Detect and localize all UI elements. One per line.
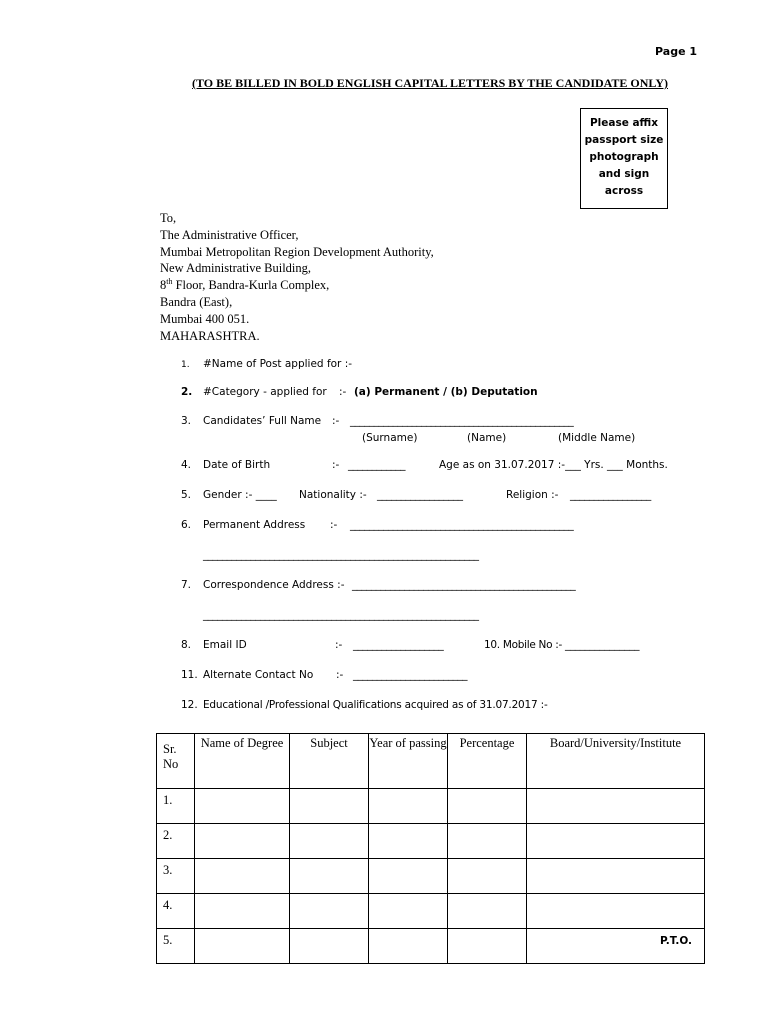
table-cell[interactable] [195,789,290,824]
table-cell[interactable] [195,824,290,859]
field-number: 1. [181,360,190,370]
table-cell[interactable] [290,859,369,894]
email-field[interactable]: ___________________ [353,639,444,651]
page-number: Page 1 [655,45,698,58]
table-cell[interactable] [369,859,448,894]
row-number: 3. [157,859,195,894]
field-number: 4. [181,459,192,471]
middle-name-caption: (Middle Name) [558,432,636,444]
table-cell[interactable] [195,859,290,894]
table-cell[interactable] [290,929,369,964]
address-line: Mumbai 400 051. [160,311,250,326]
nationality-field[interactable]: __________________ [377,489,463,501]
qualifications-table [156,733,705,964]
post-applied-label: #Name of Post applied for :- [203,358,353,370]
col-header-degree: Name of Degree [195,734,290,789]
age-field[interactable]: Age as on 31.07.2017 :-___ Yrs. ___ Months. [439,459,668,471]
table-cell[interactable] [527,789,705,824]
alternate-contact-label: Alternate Contact No [203,669,314,681]
dob-field[interactable]: ____________ [348,459,405,471]
pto-label: P.T.O. [660,935,692,947]
separator: :- [339,386,347,398]
address-line: MAHARASHTRA. [160,328,260,343]
table-cell[interactable] [195,929,290,964]
separator: :- [332,459,340,471]
table-cell[interactable] [448,929,527,964]
religion-field[interactable]: _________________ [570,489,651,501]
table-cell[interactable] [290,789,369,824]
category-label: #Category - applied for [203,386,327,398]
table-row [157,894,705,929]
table-cell[interactable] [448,824,527,859]
table-cell[interactable] [527,894,705,929]
separator: :- [330,519,338,531]
recipient-address [160,210,434,344]
separator: :- [332,415,340,427]
form-instruction: (TO BE BILLED IN BOLD ENGLISH CAPITAL LETTERS BY THE CANDIDATE ONLY) [191,76,668,90]
field-number: 7. [181,579,192,591]
table-cell[interactable] [369,929,448,964]
table-cell[interactable] [290,894,369,929]
field-number: 5. [181,489,192,501]
dob-label: Date of Birth [203,459,271,471]
table-cell[interactable] [448,894,527,929]
table-cell[interactable] [448,789,527,824]
field-number: 3. [181,415,192,427]
alternate-contact-field[interactable]: ________________________ [353,669,467,681]
permanent-address-field-2[interactable]: __________________________________________________________ [203,549,479,561]
qualifications-label: Educational /Professional Qualifications acquired as of 31.07.2017 :- [203,699,548,711]
field-number: 6. [181,519,192,531]
table-cell[interactable] [369,894,448,929]
row-number: 4. [157,894,195,929]
permanent-address-label: Permanent Address [203,519,306,531]
table-row [157,789,705,824]
col-header-board: Board/University/Institute [527,734,705,789]
nationality-label: Nationality :- [299,489,367,501]
table-cell[interactable] [290,824,369,859]
photo-box-text: Please affix passport size photograph and sign across [584,117,664,197]
address-line: Mumbai Metropolitan Region Development Authority, [160,244,434,259]
table-header-row [157,734,705,789]
permanent-address-field[interactable]: _______________________________________________ [350,519,574,531]
table-cell[interactable] [527,824,705,859]
table-row [157,929,705,964]
table-cell[interactable] [527,859,705,894]
religion-label: Religion :- [506,489,559,501]
table-row [157,859,705,894]
category-options: (a) Permanent / (b) Deputation [354,386,538,398]
photo-box [580,108,668,209]
field-number: 2. [181,386,193,398]
address-line: The Administrative Officer, [160,227,299,242]
row-number: 2. [157,824,195,859]
address-line: Bandra (East), [160,294,233,309]
address-to: To, [160,211,177,225]
field-number: 12. [181,699,198,711]
separator: :- [335,639,343,651]
col-header-percentage: Percentage [448,734,527,789]
full-name-label: Candidates’ Full Name [203,415,322,427]
correspondence-address-field[interactable]: _______________________________________________ [352,579,576,591]
table-cell[interactable] [369,824,448,859]
row-number: 1. [157,789,195,824]
field-number: 11. [181,669,198,681]
col-header-subject: Subject [290,734,369,789]
separator: :- [336,669,344,681]
mobile-field[interactable]: 10. Mobile No :- _______________ [484,639,640,651]
address-line: New Administrative Building, [160,261,312,276]
correspondence-address-label: Correspondence Address :- [203,579,345,591]
correspondence-address-field-2[interactable]: __________________________________________________________ [203,609,479,621]
table-cell[interactable] [195,894,290,929]
table-cell[interactable] [369,789,448,824]
table-cell[interactable] [448,859,527,894]
gender-field[interactable]: Gender :- ____ [203,489,277,501]
full-name-field[interactable]: _______________________________________________ [350,415,574,427]
name-caption: (Name) [467,432,507,444]
email-label: Email ID [203,639,247,651]
address-line: 8th Floor, Bandra-Kurla Complex, [160,277,330,293]
table-row [157,824,705,859]
surname-caption: (Surname) [362,432,418,444]
row-number: 5. [157,929,195,964]
col-header-year: Year of passing [369,734,448,789]
col-header-sr-no: Sr. No [157,734,195,789]
field-number: 8. [181,639,192,651]
